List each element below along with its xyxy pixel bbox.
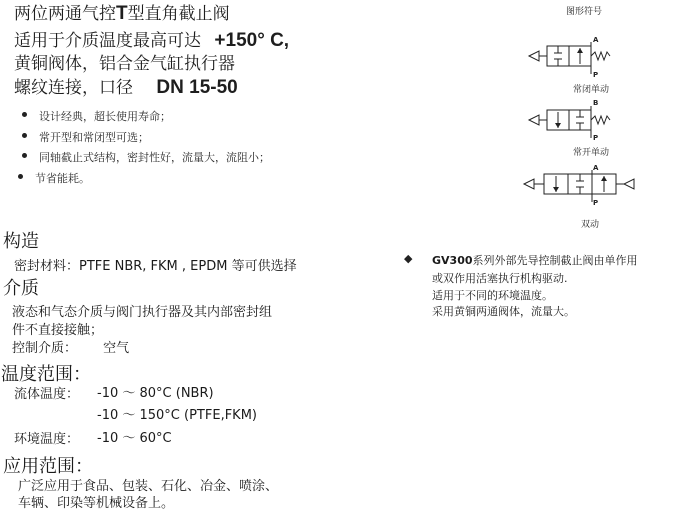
da-valve-symbol-icon [520, 170, 640, 206]
gv300-line-3: 适用于不同的环境温度。 [432, 289, 553, 302]
fluid-temp-value-1: -10 ～ 80°C (NBR) [97, 386, 214, 401]
feature-text: 节省能耗。 [35, 172, 90, 185]
bullet-dot-icon [22, 133, 27, 138]
da-caption: 双动 [581, 220, 600, 230]
bullet-dot-icon [22, 153, 27, 158]
feature-item [22, 131, 149, 145]
feature-item [18, 172, 90, 186]
gv300-line-4: 采用黄铜两通阀体，流量大。 [432, 305, 575, 318]
bullet-dot-icon [18, 174, 23, 179]
control-medium-row [12, 340, 129, 358]
fluid-temp-label: 流体温度： [14, 387, 80, 402]
title-line-1 [14, 4, 230, 24]
title-part-1: 两位两通气控 [14, 4, 116, 24]
application-line-1: 广泛应用于食品、包装、石化、冶金、喷涂、 [18, 479, 279, 494]
bullet-dot-icon [22, 112, 27, 117]
title-line-3: 黄铜阀体，铝合金气缸执行器 [14, 54, 235, 74]
da-port-a-label: A [593, 164, 599, 172]
no-valve-symbol-icon [525, 106, 635, 142]
media-description-line-2: 件不直接接触； [12, 323, 104, 338]
seal-materials-text: 密封材料：PTFE NBR, FKM , EPDM 等可供选择 [14, 259, 297, 274]
dn-size-value: DN 15-50 [156, 77, 238, 98]
gv300-line-1-text: 系列外部先导控制截止阀由单作用 [472, 254, 638, 267]
temperature-heading: 温度范围： [1, 364, 91, 385]
title-line-2 [14, 31, 289, 51]
title-part-2: 型直角截止阀 [127, 4, 230, 24]
application-heading: 应用范围： [3, 456, 93, 477]
symbols-heading: 图形符号 [566, 7, 603, 17]
gv300-line-1 [432, 254, 638, 268]
ambient-temp-label: 环境温度： [14, 432, 80, 447]
connection-text: 螺纹连接，口径 [14, 78, 133, 98]
feature-text: 常开型和常闭型可选； [39, 131, 149, 144]
no-port-p-label: P [593, 134, 599, 142]
temp-intro-text: 适用于介质温度最高可达 [14, 31, 201, 51]
title-type-letter: T [116, 3, 128, 24]
gv300-line-2: 或双作用活塞执行机构驱动. [432, 272, 568, 285]
max-temp-value: +150° C, [214, 30, 290, 51]
media-description-line-1: 液态和气态介质与阀门执行器及其内部密封组 [12, 305, 273, 320]
control-medium-value: 空气 [103, 341, 130, 356]
nc-port-a-label: A [593, 36, 599, 44]
no-caption: 常开单动 [573, 148, 610, 158]
application-line-2: 车辆、印染等机械设备上。 [18, 496, 175, 511]
da-port-p-label: P [593, 199, 599, 207]
fluid-temp-value-2: -10 ～ 150°C (PTFE,FKM) [97, 408, 257, 423]
media-heading: 介质 [3, 278, 39, 299]
nc-port-p-label: P [593, 71, 599, 79]
no-port-b-label: B [593, 99, 599, 107]
nc-caption: 常闭单动 [573, 85, 610, 95]
feature-text: 设计经典，超长使用寿命； [39, 110, 171, 123]
nc-valve-symbol-icon [525, 42, 635, 78]
feature-item [22, 110, 171, 124]
construction-heading: 构造 [3, 231, 39, 252]
gv300-model-name: GV300 [432, 254, 473, 267]
feature-text: 同轴截止式结构，密封性好，流量大，流阻小； [39, 151, 270, 164]
title-line-4 [14, 78, 238, 98]
diamond-bullet-icon: ◆ [404, 252, 413, 265]
ambient-temp-value: -10 ～ 60°C [97, 431, 172, 446]
feature-item [22, 151, 270, 165]
control-medium-label: 控制介质： [12, 341, 78, 356]
